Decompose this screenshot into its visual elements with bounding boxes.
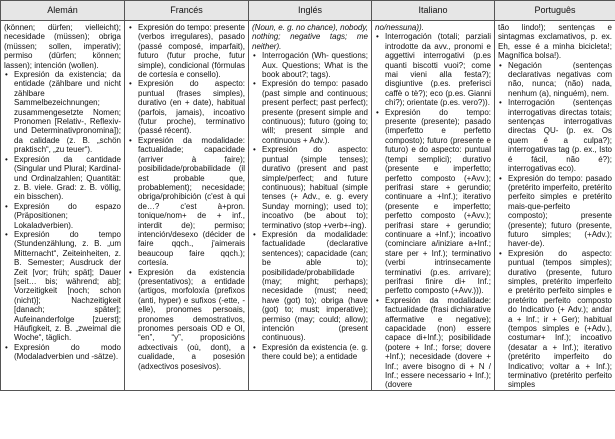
list-item: • Expresión do aspecto: puntual (frases simples), durativo (en + date), habitual (parfois, jamais), incoativo (futur proche), terminativo (passé récent). xyxy=(138,79,245,135)
column-italiano xyxy=(372,21,495,391)
list-item: • Expresión do modo (Modaladverbien und -sätze). xyxy=(14,343,121,362)
list-item: • Expresión do tempo: pasado (pretérito imperfeito, pretérito perfeito simples e pretérito mais-que-perfeito composto); presente (presente); futuro (presente, futuro simples; (+Adv.); haver-de). xyxy=(508,174,612,249)
bullet-list xyxy=(375,32,491,389)
list-item: • Expresión do tempo (Stundenzählung, z. B. „um Mitternacht“, Zeiteinheiten, z. B. Semester; Ausdruck der Zeit [vor; früh; spät]; Dauer [seit… bis; während; ab]; Vorzeitigkeit [noch; schon (nicht)]; Nachzeitigkeit [danach; später]; Aufeinanderfolge [zuerst]; Häufigkeit, z. B. „zweimal die Woche“, täglich. xyxy=(14,230,121,343)
column-lead: tão lindo!); sentenças e sintagmas exclamativos, p. ex. Eh, esse é a minha bicicleta!; Magnífica bolsa!). xyxy=(498,23,612,61)
list-item: • Expresión do tempo: presente (verbos irregulares), pasado (passé composé, imparfait), futuro (futur proche, futur simple), condicional (fórmulas de cortesía e consello). xyxy=(138,23,245,79)
header-row xyxy=(1,1,615,21)
content-row xyxy=(1,21,615,391)
bullet-list xyxy=(4,70,121,362)
list-item: • Expresión do tempo: pasado (past simple and continuous; present perfect; past perfect); presente (present simple and continuous); futuro (going to; will; present simple and continuous + Adv.). xyxy=(262,79,368,145)
header-italiano: Italiano xyxy=(372,1,495,21)
list-item: • Expresión do espazo (Präpositionen; Lokaladverbien). xyxy=(14,202,121,230)
column-portugues xyxy=(495,21,615,391)
bullet-list xyxy=(128,23,245,371)
header-aleman: Alemán xyxy=(1,1,125,21)
list-item: • Interrogación (sentenças interrogativas directas totais; sentenças interrogativas directas QU- (p. ex. Os quem é a culpa?); interrogativas tag (p. ex., Isto é fácil, não é?); interrogativas eco). xyxy=(508,98,612,173)
list-item: • Expresión da existencia; da entidade (zählbare und nicht zählbare Sammelbezeichnungen; zusammengesetzte Nomen; Pronomen [Relativ-, Reflexiv- und Determinativpronomina]); da calidade (z. B. „schön praktisch“, „zu teuer“). xyxy=(14,70,121,155)
column-aleman xyxy=(1,21,125,391)
column-lead: no/nessuna)). xyxy=(375,23,424,32)
list-item: • Expresión do tempo: presente (presente); pasado (imperfetto e perfetto composto); futuro (presente e futuro) e do aspecto: puntual (tempi semplici); durativo (presente e imperfetto; perfetto composto (+Avv.); perifrasi stare + gerundio; continuare a +Inf.); iterativo (presente e imperfetto; perfetto composto (+Avv.); perifrasi stare + gerundio; continuare a +Inf.); incoativo (cominciare a/iniziare a+Inf.; stare per + Inf.); terminativo (verbi intrinsecamente terminativi (p.es. arrivare); perifrasi finire di+ Inf.; perfetto composto (+Avv.))). xyxy=(385,108,491,296)
list-item: • Negación (sentenças declarativas negativas com não, nunca; (não) nada, nenhum (a), ninguém), nem. xyxy=(508,61,612,99)
column-lead: (können; dürfen; vielleicht); necesidade (müssen); obriga (müssen; sollen, imperativ); permiso (dürfen; können; lassen); intención (wollen). xyxy=(4,23,121,70)
list-item: • Interrogación (Wh- questions; Aux. Questions; What is the book about?; tags). xyxy=(262,51,368,79)
column-ingles xyxy=(249,21,372,391)
bullet-list xyxy=(252,51,368,361)
column-frances xyxy=(125,21,249,391)
list-item: • Expresión do aspecto: puntual (tempos simples); durativo (presente, futuro simples, pretérito imperfeito e pretérito perfeito simples e pretérito perfeito composto do Indicativo (+ Adv.); andar a + Inf.; ir + Ger); habitual (tempos simples e (+Adv.), costumar+ Inf.); incoativo (desatar a + Inf.); iterativo (pretérito imperfeito do Indicativo; voltar a + Inf.); terminativo (pretérito perfeito simples xyxy=(508,249,612,390)
list-item: • Expresión da cantidade (Singular und Plural; Kardinal- und Ordinalzahlen; Quantität: z. B. viele. Grad: z. B. völlig, ein bisschen). xyxy=(14,155,121,202)
header-ingles: Inglés xyxy=(249,1,372,21)
list-item: • Interrogación (totali; parziali introdotte da avv., pronomi e aggettivi interrogativi (p.es quanti biscotti vuoi?; come mai vieni alla festa?); disgiuntive (p.es. preferisci caffè o tè?); eco (p.es. Gianni chi?); orientate (p.es. vero?)). xyxy=(385,32,491,107)
list-item: • Expresión da modalidade: factualidade (declarative sentences); capacidade (can; be able to); posibilidade/probabilidade (may; might; perhaps); necesidade (must; need; have (got) to); obriga (have (got) to; must; imperative); permiso (may; could; allow); intención (present continuous). xyxy=(262,230,368,343)
list-item: • Expresión da existencia (e. g. there could be); a entidade xyxy=(262,343,368,362)
list-item: • Expresión da existencia (presentativos); a entidade (artigos, morfoloxía (prefixos (anti, hyper) e sufixos (-ette, -elle), pronomes persoais, pronomes demostrativos, pronomes persoais OD e OI, “en”, “y”, proposicións adxectivais (où, dont), a cualidade, a posesión (adxectivos posesivos). xyxy=(138,268,245,371)
header-portugues: Português xyxy=(495,1,615,21)
list-item: • Expresión do aspecto: puntual (simple tenses); durativo (present and past simple/perfect; and future continuous); habitual (simple tenses (+ Adv., e. g. every Sunday morning); used to); incoativo (be about to); terminativo (stop +verb+-ing). xyxy=(262,145,368,230)
list-item: • Expresión da modalidade: factualidade (frasi dichiarative affermative e negative); capacidade (non) essere capace di+Inf.); posibilidade (potere + Inf.; forse; dovere +Inf.); necesidade (dovere + Inf.; avere bisogno di + N / Inf.; essere necessario + Inf.); (dovere xyxy=(385,296,491,390)
list-item: • Expresión da modalidade: factualidade; capacidade (arriver à faire); posibilidade/probabilidade (il est probable que, probablement); necesidade; obriga/prohibición (c'est à qui de…? c'est à+pron. tonique/nom+ de + inf., interdit de); permiso; intención/desexo (décider de faire qqch., j'aimerais beaucoup faire qqch.); cortesía. xyxy=(138,136,245,268)
bullet-list xyxy=(498,61,612,390)
header-frances: Francés xyxy=(125,1,249,21)
column-lead: (Noun, e. g. no chance), nobody, nothing; negative tags; me neither). xyxy=(252,23,368,51)
